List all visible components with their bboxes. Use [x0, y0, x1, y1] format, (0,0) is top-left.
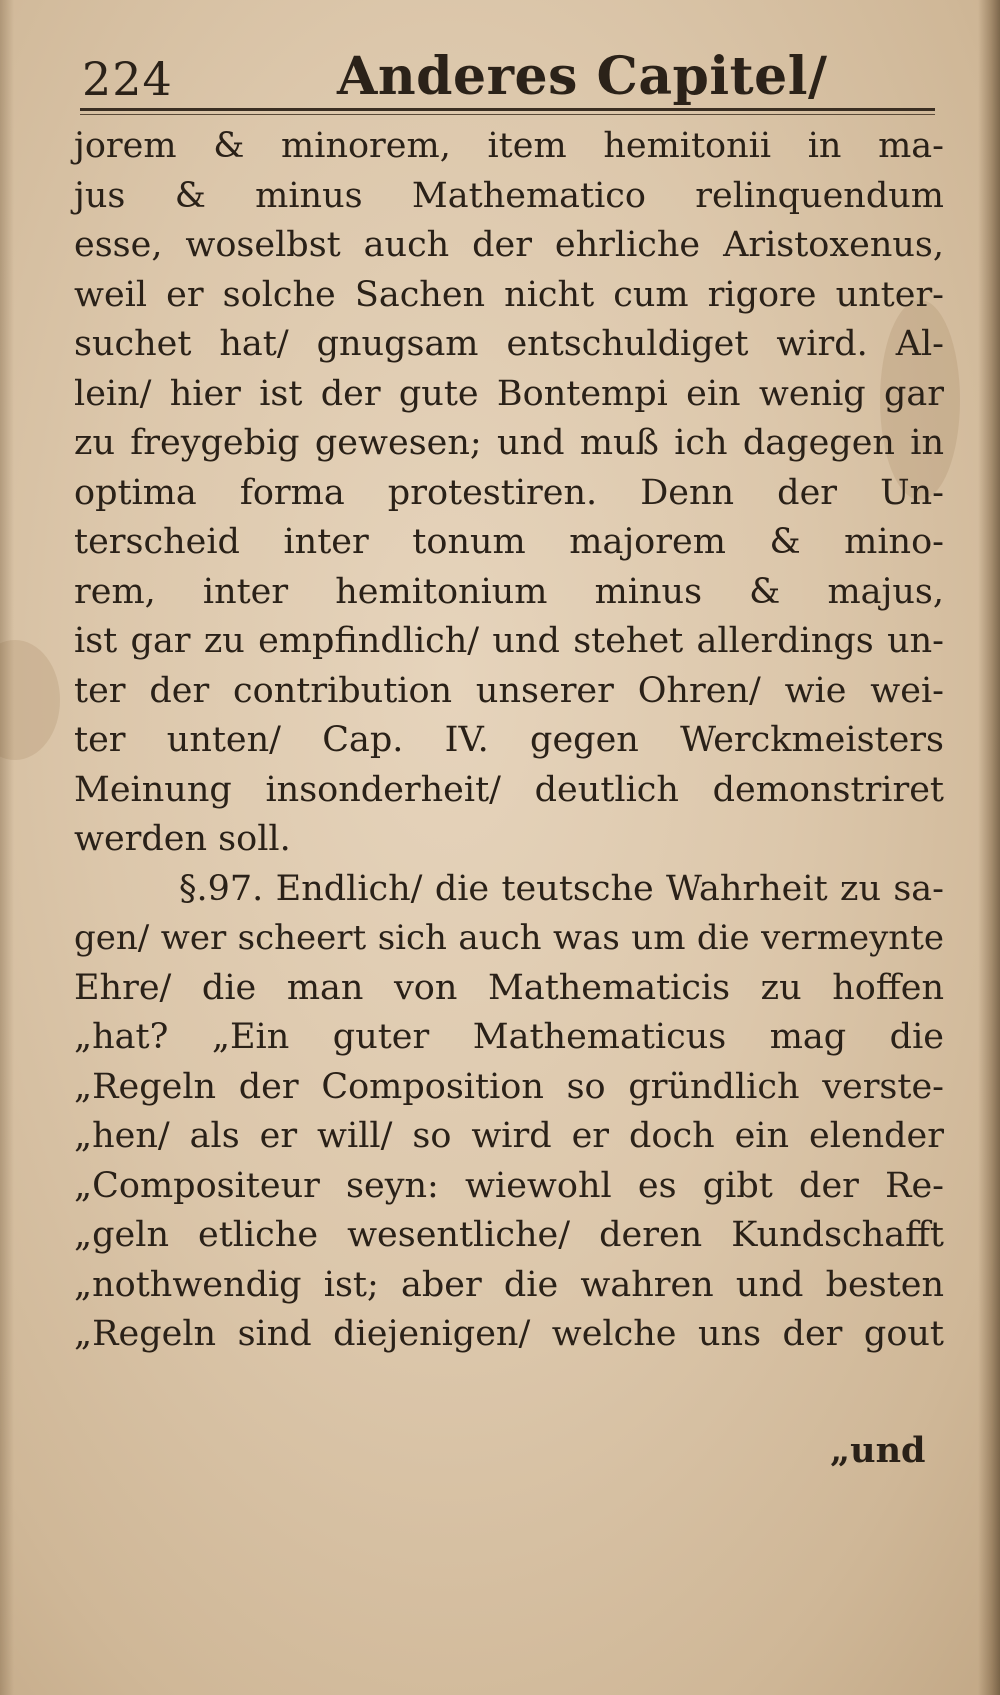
text-line: „Regeln der Composition so gründlich verste- [74, 1066, 944, 1107]
text-line: jus & minus Mathematico relinquendum [74, 175, 944, 216]
text-line: lein/ hier ist der gute Bontempi ein wenig gar [74, 373, 944, 414]
page-header [82, 44, 932, 106]
text-line: zu freygebig gewesen; und muß ich dagegen in [74, 423, 944, 463]
text-line: „hen/ als er will/ so wird er doch ein elender [74, 1116, 944, 1156]
page-number: 224 [82, 52, 173, 106]
text-line: ter unten/ Cap. IV. gegen Werckmeisters [74, 720, 944, 760]
header-rule-thin [80, 114, 935, 115]
text-line: jorem & minorem, item hemitonii in ma- [74, 126, 944, 166]
text-line: werden soll. [74, 819, 291, 859]
text-line: „nothwendig ist; aber die wahren und besten [74, 1264, 944, 1305]
page-edge-left [0, 0, 14, 1695]
text-line: Meinung insonderheit/ deutlich demonstriret [74, 769, 944, 810]
text-line: gen/ wer scheert sich auch was um die vermeynte [74, 918, 944, 958]
running-head: Anderes Capitel/ [337, 46, 828, 107]
text-line: „Regeln sind diejenigen/ welche uns der gout [74, 1314, 944, 1354]
body-text [74, 122, 944, 1360]
text-line: rem, inter hemitonium minus & majus, [74, 571, 944, 612]
page-edge-right [978, 0, 1000, 1695]
text-line: suchet hat/ gnugsam entschuldiget wird. Al- [74, 324, 944, 364]
text-line: „Compositeur seyn: wiewohl es gibt der Re- [74, 1165, 944, 1206]
text-line: Ehre/ die man von Mathematicis zu hoffen [74, 967, 944, 1008]
text-line: ist gar zu empfindlich/ und stehet allerdings un- [74, 621, 944, 661]
text-line: optima forma protestiren. Denn der Un- [74, 472, 944, 513]
text-line: terscheid inter tonum majorem & mino- [74, 522, 944, 562]
text-line: §.97. Endlich/ die teutsche Wahrheit zu sa- [179, 868, 944, 909]
text-line: „geln etliche wesentliche/ deren Kundschafft [74, 1215, 944, 1255]
catchword: „und [830, 1430, 926, 1471]
text-line: esse, woselbst auch der ehrliche Aristoxenus, [74, 225, 944, 265]
header-rule [80, 108, 935, 111]
text-line: weil er solche Sachen nicht cum rigore unter- [74, 274, 944, 315]
text-line: ter der contribution unserer Ohren/ wie wei- [74, 670, 944, 711]
text-line: „hat? „Ein guter Mathematicus mag die [74, 1017, 944, 1057]
